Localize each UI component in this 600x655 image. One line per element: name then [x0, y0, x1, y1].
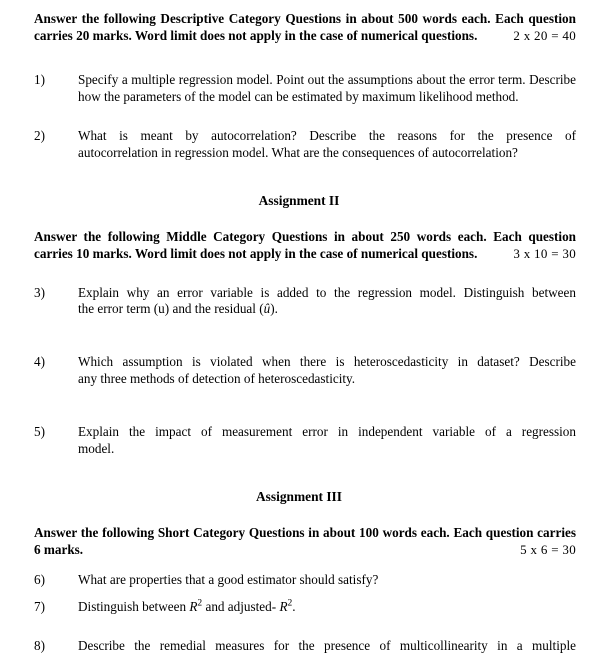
- question-line: Which assumption is violated when there is heteroscedasticity in dataset? Describe: [78, 354, 576, 370]
- question-line-prefix: the error term (u) and the residual (: [78, 301, 264, 317]
- r-symbol: R: [189, 599, 198, 615]
- document-content: [34, 11, 576, 655]
- instruction-line-1: Answer the following Descriptive Category Questions in about 500 words each. Each question: [34, 11, 576, 26]
- question-number: 8): [34, 638, 45, 654]
- question-number: 5): [34, 423, 45, 439]
- marks-assignment-2: 3 x 10 = 30: [513, 245, 576, 261]
- question-item: [34, 128, 576, 162]
- question-line: Explain the impact of measurement error in independent variable of a regression: [78, 423, 576, 439]
- question-line: What is meant by autocorrelation? Describe the reasons for the presence of: [78, 127, 576, 143]
- r-exponent: 2: [197, 598, 203, 609]
- question-text: [78, 285, 576, 319]
- question-text: [78, 424, 576, 458]
- marks-assignment-1: 2 x 20 = 40: [513, 27, 576, 43]
- question-text: [78, 638, 576, 655]
- question-item: [34, 638, 576, 655]
- question-line: model.: [78, 440, 115, 456]
- question-text: [78, 572, 576, 589]
- question-line-suffix: ).: [270, 301, 278, 317]
- question-item: [34, 424, 576, 458]
- question-number: 7): [34, 599, 45, 615]
- question-text-prefix: Distinguish between: [78, 599, 190, 615]
- question-line: Describe the remedial measures for the presence of multicollinearity in a multiple: [78, 638, 576, 654]
- instruction-assignment-3: [34, 525, 576, 558]
- instruction-assignment-1: [34, 11, 576, 44]
- r-exponent: 2: [287, 598, 293, 609]
- question-line: any three methods of detection of heteroscedasticity.: [78, 370, 356, 386]
- question-item: [34, 72, 576, 106]
- question-line: Specify a multiple regression model. Point out the assumptions about the error term. Describe: [78, 72, 576, 88]
- question-item: [34, 354, 576, 388]
- instruction-assignment-2: [34, 229, 576, 262]
- instruction-line-2-row: [34, 28, 576, 45]
- question-item: [34, 285, 576, 319]
- question-number: 6): [34, 571, 45, 587]
- question-number: 4): [34, 354, 45, 370]
- instruction-line-2-row: [34, 542, 576, 559]
- question-item: [34, 599, 576, 616]
- instruction-line-2: carries 10 marks. Word limit does not apply in the case of numerical questions.: [34, 245, 478, 261]
- question-number: 3): [34, 284, 45, 300]
- question-item: [34, 572, 576, 589]
- question-text-suffix: .: [292, 599, 296, 615]
- instruction-line-1: Answer the following Short Category Questions in about 100 words each. Each question carries: [34, 525, 576, 541]
- assignment-heading-2: Assignment II: [258, 193, 340, 209]
- question-line: Explain why an error variable is added to the regression model. Distinguish between: [78, 284, 576, 300]
- instruction-line-2-row: [34, 246, 576, 263]
- instruction-line-1: Answer the following Middle Category Questions in about 250 words each. Each question: [34, 229, 576, 245]
- question-line: [78, 599, 576, 616]
- instruction-line-2: 6 marks.: [34, 541, 84, 557]
- r-squared-symbol: [189, 599, 202, 614]
- marks-assignment-3: 5 x 6 = 30: [520, 541, 576, 557]
- question-line: What are properties that a good estimator should satisfy?: [78, 571, 379, 587]
- question-text: [78, 354, 576, 388]
- instruction-line-2: carries 20 marks. Word limit does not apply in the case of numerical questions.: [34, 27, 478, 43]
- question-line: [78, 301, 576, 318]
- question-line: how the parameters of the model can be estimated by maximum likelihood method.: [78, 88, 519, 104]
- r-symbol: R: [279, 599, 288, 615]
- assignment-heading-3: Assignment III: [256, 489, 342, 505]
- residual-hat-symbol: û: [263, 301, 271, 317]
- question-text: [78, 72, 576, 106]
- question-number: 1): [34, 72, 45, 88]
- question-number: 2): [34, 127, 45, 143]
- question-line: autocorrelation in regression model. What are the consequences of autocorrelation?: [78, 144, 518, 160]
- adjusted-r-squared-symbol: [279, 599, 292, 614]
- question-text: [78, 128, 576, 162]
- question-text-middle: and adjusted-: [202, 599, 280, 615]
- question-text: [78, 599, 576, 616]
